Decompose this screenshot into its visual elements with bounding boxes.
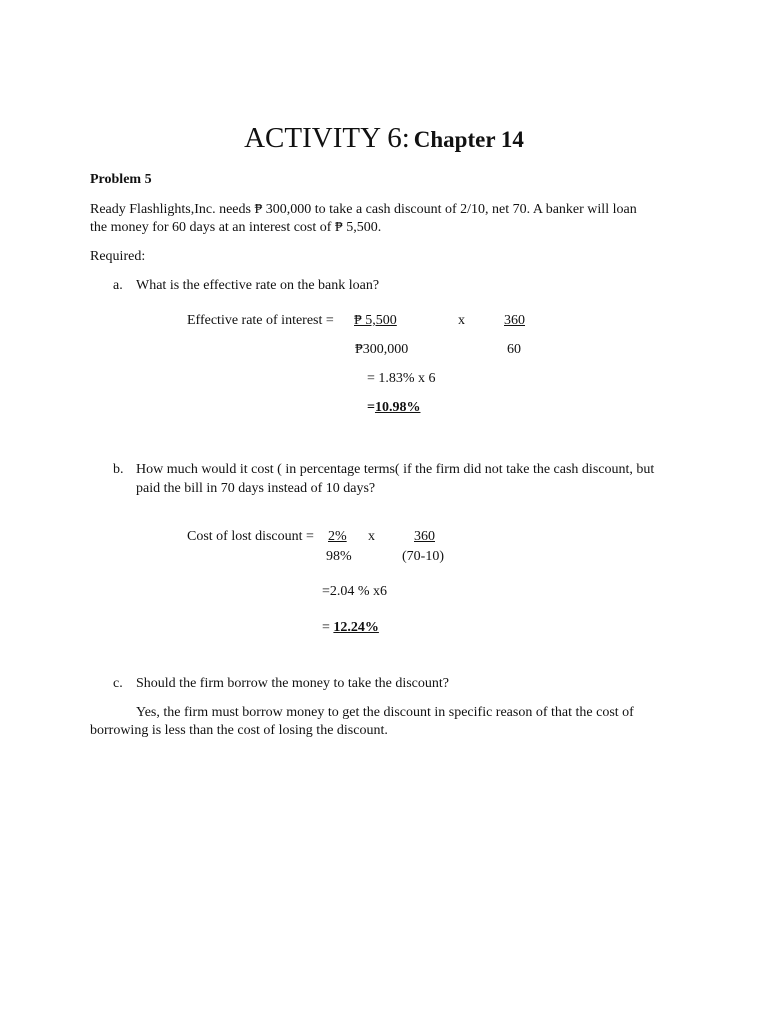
part-b-formula-label: Cost of lost discount = <box>187 529 314 544</box>
part-c-answer-line-1: Yes, the firm must borrow money to get the discount in specific reason of that the cost of <box>136 705 634 720</box>
part-b-result: 12.24% <box>333 620 379 635</box>
title-sub: Chapter 14 <box>413 127 524 152</box>
part-a-result-line <box>367 398 420 417</box>
part-a-result-prefix: = <box>367 400 375 415</box>
part-b-result-prefix: = <box>322 620 334 635</box>
required-label: Required: <box>90 249 146 264</box>
intro-line-1: Ready Flashlights,Inc. needs ₱ 300,000 to take a cash discount of 2/10, net 70. A banker will loan <box>90 202 637 217</box>
problem-heading: Problem 5 <box>90 172 152 187</box>
title-main: ACTIVITY 6: <box>244 122 410 154</box>
part-a-step: = 1.83% x 6 <box>367 371 436 386</box>
part-a-days-denominator: 60 <box>507 342 521 357</box>
part-a-days-numerator: 360 <box>504 313 525 328</box>
part-b-result-line <box>322 618 379 637</box>
part-a-marker: a. <box>113 278 123 293</box>
part-c-answer-line-2: borrowing is less than the cost of losing the discount. <box>90 723 388 738</box>
part-b-question-line-2: paid the bill in 70 days instead of 10 days? <box>136 481 376 496</box>
part-b-denominator: 98% <box>326 549 352 564</box>
part-b-marker: b. <box>113 462 124 477</box>
part-b-step: =2.04 % x6 <box>322 584 388 599</box>
part-b-days-numerator: 360 <box>414 529 435 544</box>
part-b-question-line-1: How much would it cost ( in percentage terms( if the firm did not take the cash discount, but <box>136 462 655 477</box>
part-a-formula-label: Effective rate of interest = <box>187 313 334 328</box>
part-a-numerator: ₱ 5,500 <box>354 313 397 328</box>
part-a-result: 10.98% <box>374 400 421 415</box>
part-a-denominator: ₱300,000 <box>355 342 409 357</box>
part-a-times: x <box>458 313 465 328</box>
part-c-question: Should the firm borrow the money to take the discount? <box>136 676 449 691</box>
page-title <box>0 122 768 155</box>
part-b-numerator: 2% <box>328 529 347 544</box>
part-b-times: x <box>368 529 375 544</box>
part-a-question: What is the effective rate on the bank loan? <box>136 278 380 293</box>
part-c-marker: c. <box>113 676 123 691</box>
part-b-days-denominator: (70-10) <box>402 549 444 564</box>
intro-line-2: the money for 60 days at an interest cost of ₱ 5,500. <box>90 220 382 235</box>
